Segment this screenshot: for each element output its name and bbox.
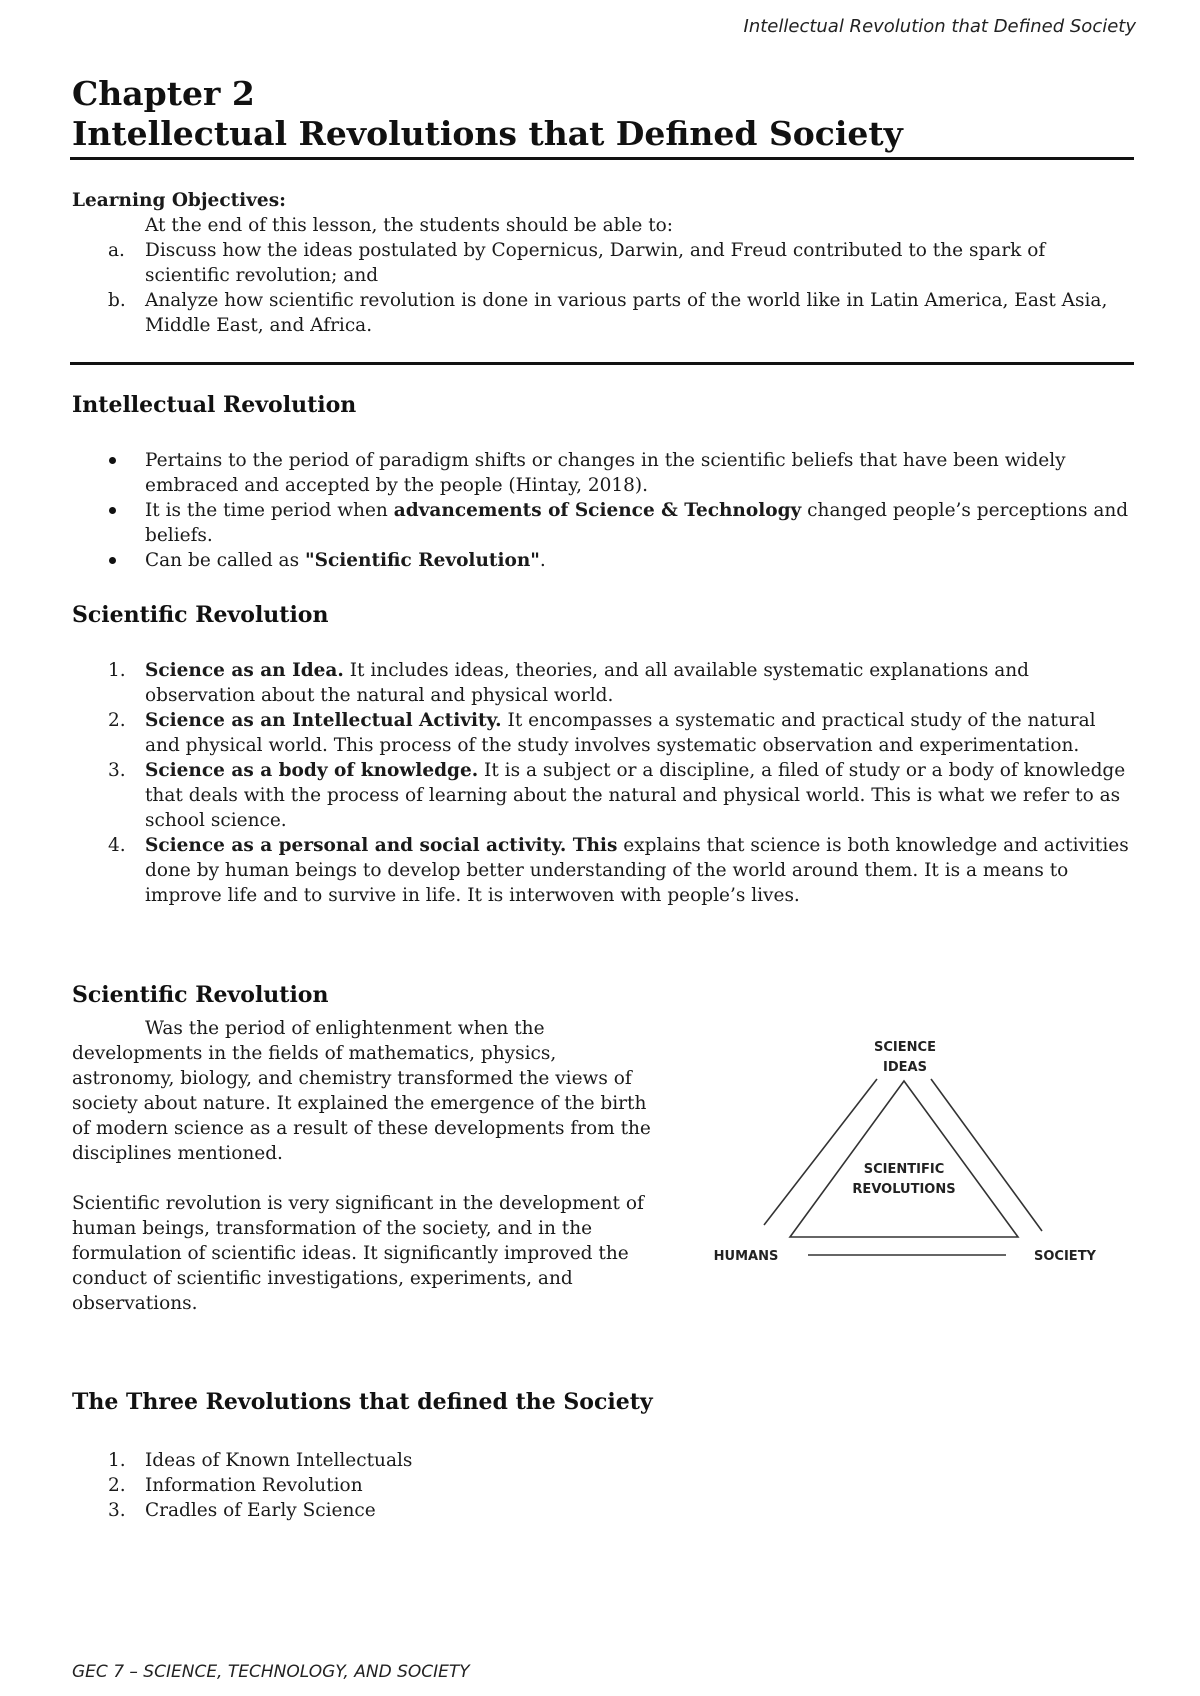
list-number: 3. bbox=[108, 1500, 126, 1521]
scientific-revolution-paragraphs bbox=[72, 1016, 652, 1316]
bullet-text: Can be called as bbox=[145, 550, 305, 571]
page-footer: GEC 7 – SCIENCE, TECHNOLOGY, AND SOCIETY bbox=[72, 1662, 470, 1682]
three-revolutions-heading: The Three Revolutions that defined the Society bbox=[72, 1389, 653, 1415]
chapter-title: Intellectual Revolutions that Defined Society bbox=[72, 114, 903, 153]
bullet-dot bbox=[109, 457, 116, 464]
item-bold-lead: Science as a body of knowledge. bbox=[145, 760, 479, 781]
objective-text: Analyze how scientific revolution is done in various parts of the world like in Latin America, East Asia, Middle East, and Africa. bbox=[145, 290, 1108, 336]
scientific-revolution-list bbox=[72, 658, 1132, 908]
item-text: It is a subject or a discipline, a filed of study or a body of knowledge that deals with the process of learning about the natural and physical world. This is what we refer to as school science. bbox=[145, 760, 1126, 831]
inner-triangle bbox=[790, 1081, 1018, 1237]
bullet-text: Pertains to the period of paradigm shifts or changes in the scientific beliefs that have been widely embraced and accepted by the people (Hintay, 2018). bbox=[145, 450, 1066, 496]
diagram-label-ideas: IDEAS bbox=[883, 1060, 927, 1075]
numbered-item bbox=[72, 833, 1132, 908]
bullet-dot bbox=[109, 507, 116, 514]
diagram-label-humans: HUMANS bbox=[713, 1249, 779, 1264]
objectives-heading: Learning Objectives: bbox=[72, 190, 286, 211]
left-outer-line bbox=[764, 1079, 877, 1225]
chapter-number: Chapter 2 bbox=[72, 74, 255, 113]
bullet-text: It is the time period when bbox=[145, 500, 394, 521]
diagram-label-revolutions: REVOLUTIONS bbox=[852, 1182, 956, 1197]
objective-text: Discuss how the ideas postulated by Copernicus, Darwin, and Freud contributed to the spark of scientific revolution; and bbox=[145, 240, 1046, 286]
bullet-bold-text: "Scientific Revolution" bbox=[304, 550, 540, 571]
objective-marker: a. bbox=[108, 240, 125, 261]
bullet-bold-text: advancements of Science & Technology bbox=[393, 500, 802, 521]
numbered-item bbox=[72, 708, 1132, 758]
list-number: 4. bbox=[108, 835, 126, 856]
paragraph-2: Scientific revolution is very significant in the development of human beings, transformation of the society, and in the formulation of scientific ideas. It significantly improved the conduct of scientific investigations, experiments, and observations. bbox=[72, 1193, 644, 1314]
chapter-title-block bbox=[72, 74, 1132, 154]
numbered-item bbox=[72, 758, 1132, 833]
list-number: 1. bbox=[108, 1450, 126, 1471]
science-triangle-diagram bbox=[700, 1035, 1096, 1275]
item-text: Cradles of Early Science bbox=[145, 1500, 376, 1521]
bullet-item bbox=[72, 448, 1132, 498]
learning-objectives bbox=[72, 188, 1112, 338]
item-text: It includes ideas, theories, and all available systematic explanations and observation about the natural and physical world. bbox=[145, 660, 1029, 706]
numbered-item bbox=[72, 658, 1132, 708]
bullet-item bbox=[72, 548, 1132, 573]
bullet-text: . bbox=[539, 550, 546, 571]
numbered-item bbox=[72, 1448, 1132, 1473]
intellectual-revolution-bullets bbox=[72, 448, 1132, 573]
objective-marker: b. bbox=[108, 290, 126, 311]
title-divider bbox=[70, 157, 1134, 160]
item-bold-lead: Science as an Idea. bbox=[145, 660, 344, 681]
item-bold-lead: Science as an Intellectual Activity. bbox=[145, 710, 502, 731]
objectives-divider bbox=[70, 362, 1134, 365]
item-text: explains that science is both knowledge and activities done by human beings to develop better understanding of the world around them. It is a means to improve life and to survive in life. It is interwoven with people’s lives. bbox=[145, 835, 1129, 906]
bullet-item bbox=[72, 498, 1132, 548]
diagram-label-scientific: SCIENTIFIC bbox=[863, 1162, 945, 1177]
numbered-item bbox=[72, 1473, 1132, 1498]
list-number: 2. bbox=[108, 710, 126, 731]
intellectual-revolution-heading: Intellectual Revolution bbox=[72, 392, 357, 418]
objective-item bbox=[72, 288, 1112, 338]
right-outer-line bbox=[931, 1079, 1042, 1231]
list-number: 1. bbox=[108, 660, 126, 681]
scientific-revolution-heading: Scientific Revolution bbox=[72, 602, 329, 628]
item-text: It encompasses a systematic and practical study of the natural and physical world. This process of the study involves systematic observation and experimentation. bbox=[145, 710, 1096, 756]
list-number: 2. bbox=[108, 1475, 126, 1496]
paragraph-1: Was the period of enlightenment when the developments in the fields of mathematics, physics, astronomy, biology, and chemistry transformed the views of society about nature. It explained the emergence of the birth of modern science as a result of these developments from the disciplines mentioned. bbox=[72, 1018, 651, 1164]
bullet-text: changed people’s perceptions and beliefs. bbox=[145, 500, 1129, 546]
diagram-label-science: SCIENCE bbox=[874, 1040, 936, 1055]
running-header: Intellectual Revolution that Defined Society bbox=[743, 16, 1136, 37]
diagram-label-society: SOCIETY bbox=[1034, 1249, 1096, 1264]
objective-item bbox=[72, 238, 1112, 288]
scientific-revolution-para-heading: Scientific Revolution bbox=[72, 982, 329, 1008]
item-bold-lead: Science as a personal and social activity. This bbox=[145, 835, 618, 856]
three-revolutions-list bbox=[72, 1448, 1132, 1523]
bullet-dot bbox=[109, 557, 116, 564]
numbered-item bbox=[72, 1498, 1132, 1523]
item-text: Ideas of Known Intellectuals bbox=[145, 1450, 413, 1471]
objectives-intro: At the end of this lesson, the students should be able to: bbox=[145, 215, 674, 236]
objectives-list bbox=[72, 238, 1112, 338]
item-text: Information Revolution bbox=[145, 1475, 363, 1496]
list-number: 3. bbox=[108, 760, 126, 781]
